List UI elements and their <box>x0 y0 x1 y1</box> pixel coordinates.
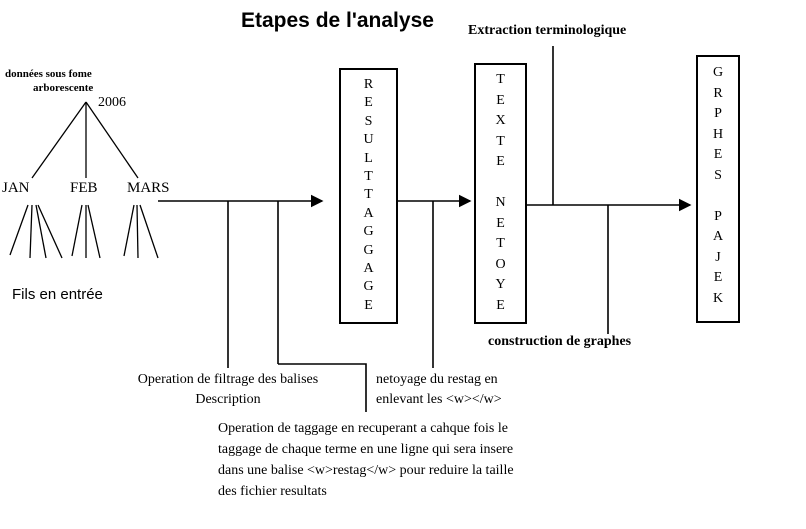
box-letter: P <box>714 106 722 121</box>
box-letter <box>476 173 525 194</box>
box-letter: E <box>496 297 505 313</box>
box-texte-netoye-letters <box>476 70 525 316</box>
box-letter: G <box>363 279 374 295</box>
box-letter: J <box>715 249 721 265</box>
box-letter: G <box>363 224 374 240</box>
box-letter: E <box>713 270 723 285</box>
box-letter: P <box>714 208 722 224</box>
construction-label: construction de graphes <box>488 334 632 349</box>
box-letter <box>698 186 738 207</box>
taggage-label <box>218 418 514 502</box>
box-letter: E <box>364 297 373 313</box>
box-letter: S <box>714 167 722 183</box>
taggage-line1: Operation de taggage en recuperant a cahque fois le <box>218 421 508 436</box>
box-texte-netoye <box>474 63 527 324</box>
page-title: Etapes de l'analyse <box>241 9 434 32</box>
box-letter: N <box>495 195 506 210</box>
tree-root-label-line2: arborescente <box>33 82 94 94</box>
flow-lines <box>158 46 690 412</box>
box-letter: T <box>496 72 505 87</box>
box-letter: E <box>713 147 723 162</box>
box-letter: A <box>363 261 374 277</box>
box-letter: E <box>496 154 505 169</box>
tree-year-label: 2006 <box>98 95 126 110</box>
box-letter: E <box>496 92 505 108</box>
box-resultaggage-letters <box>341 76 396 315</box>
extraction-label: Extraction terminologique <box>468 23 627 38</box>
month-jan: JAN <box>2 180 30 196</box>
netoyage-line2: enlevant les <w></w> <box>376 392 502 407</box>
filtrage-label <box>104 370 352 410</box>
box-letter: T <box>496 133 505 149</box>
box-letter: T <box>364 169 373 185</box>
filtrage-line1: Operation de filtrage des balises <box>137 372 319 387</box>
box-letter: L <box>364 150 373 166</box>
month-feb: FEB <box>70 180 98 196</box>
box-graphes-pajek-letters <box>698 63 738 309</box>
filtrage-line2: Description <box>195 392 261 407</box>
box-letter: E <box>364 95 373 111</box>
month-mars: MARS <box>127 180 170 196</box>
box-letter: O <box>495 256 506 272</box>
box-letter: X <box>495 113 506 128</box>
taggage-line2: taggage de chaque terme en une ligne qui sera insere <box>218 442 514 457</box>
box-resultaggage <box>339 68 398 324</box>
box-letter: A <box>363 205 374 221</box>
box-letter: A <box>712 229 724 244</box>
box-letter: R <box>363 77 374 92</box>
taggage-line3: dans une balise <w>restag</w> pour reduire la taille <box>218 463 514 478</box>
taggage-line4: des fichier resultats <box>218 484 327 499</box>
box-letter: U <box>363 132 374 148</box>
box-letter: E <box>496 215 505 231</box>
box-letter: S <box>364 113 373 129</box>
box-letter: H <box>712 126 724 142</box>
box-letter: T <box>364 187 373 203</box>
box-letter: G <box>712 65 724 80</box>
box-letter: Y <box>495 277 506 292</box>
input-label: Fils en entrée <box>12 286 103 303</box>
box-letter: R <box>713 85 723 101</box>
netoyage-line1: netoyage du restag en <box>376 372 498 387</box>
box-letter: G <box>363 242 374 258</box>
box-letter: K <box>712 290 724 306</box>
box-graphes-pajek <box>696 55 740 323</box>
box-letter: T <box>496 236 505 251</box>
tree-root-label-line1: données sous fome <box>5 68 92 80</box>
netoyage-label <box>376 370 502 410</box>
